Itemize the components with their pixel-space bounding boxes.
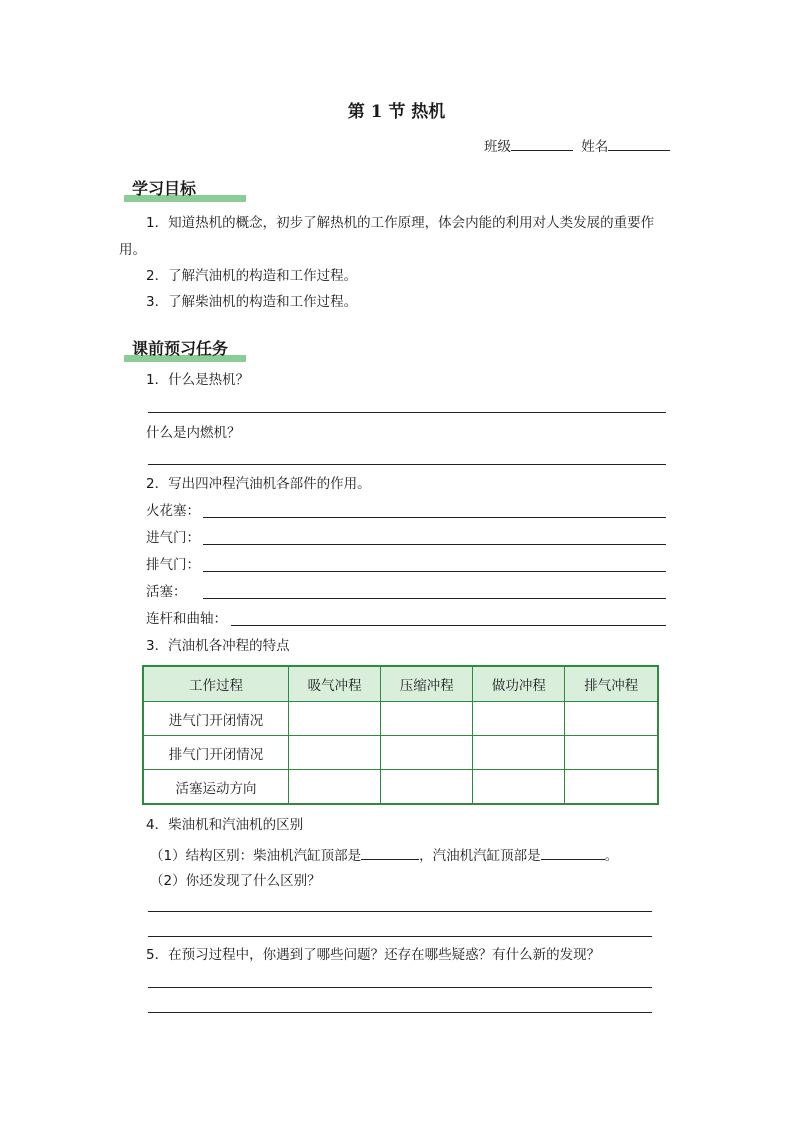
q4-1-mid: ，汽油机汽缸顶部是 [419, 848, 541, 864]
question-5: 5．在预习过程中，你遇到了哪些问题？还存在哪些疑惑？有什么新的发现？ [146, 947, 601, 963]
answer-cell[interactable] [473, 770, 565, 805]
answer-line[interactable] [148, 987, 652, 988]
part-connecting-rod-label: 连杆和曲轴： [146, 611, 227, 627]
question-4-1 [150, 845, 618, 865]
answer-line[interactable] [148, 1012, 652, 1013]
answer-cell[interactable] [565, 702, 658, 736]
page-title: 第 1 节 热机 [347, 102, 446, 122]
table-row [143, 702, 658, 736]
answer-cell[interactable] [289, 770, 381, 805]
goal3: 3．了解柴油机的构造和工作过程。 [146, 294, 358, 310]
question-4-2: （2）你还发现了什么区别？ [150, 873, 321, 889]
part-exhaust-valve-label: 排气门： [146, 557, 200, 573]
table-header-cell: 压缩冲程 [381, 666, 473, 702]
question-2: 2．写出四冲程汽油机各部件的作用。 [146, 476, 371, 492]
table-header-row [143, 666, 658, 702]
row-label: 进气门开闭情况 [143, 702, 289, 736]
row-label: 活塞运动方向 [143, 770, 289, 805]
q4-1-end: 。 [604, 848, 619, 864]
class-name-line [484, 136, 670, 156]
part-spark-plug-label: 火花塞： [146, 503, 200, 519]
part-piston-label: 活塞： [146, 584, 187, 600]
stroke-table [142, 665, 659, 805]
name-label: 姓名 [581, 139, 609, 155]
part-intake-valve-label: 进气门： [146, 530, 200, 546]
answer-cell[interactable] [289, 702, 381, 736]
name-blank[interactable] [608, 136, 670, 151]
table-header-cell: 排气冲程 [565, 666, 658, 702]
goal2: 2．了解汽油机的构造和工作过程。 [146, 268, 358, 284]
question-1: 1．什么是热机？ [146, 372, 250, 388]
table-header-cell: 吸气冲程 [289, 666, 381, 702]
answer-line[interactable] [203, 517, 666, 518]
answer-line[interactable] [148, 911, 652, 912]
answer-cell[interactable] [381, 702, 473, 736]
class-blank[interactable] [511, 136, 573, 151]
answer-line[interactable] [231, 625, 666, 626]
table-header-cell: 工作过程 [143, 666, 289, 702]
question-4: 4．柴油机和汽油机的区别 [146, 817, 304, 833]
table-row [143, 770, 658, 805]
diesel-top-blank[interactable] [361, 845, 419, 860]
gasoline-top-blank[interactable] [541, 845, 605, 860]
question-3: 3．汽油机各冲程的特点 [146, 638, 290, 654]
answer-cell[interactable] [565, 770, 658, 805]
answer-cell[interactable] [473, 736, 565, 770]
table-header-cell: 做功冲程 [473, 666, 565, 702]
answer-cell[interactable] [565, 736, 658, 770]
answer-line[interactable] [203, 544, 666, 545]
answer-cell[interactable] [473, 702, 565, 736]
answer-line[interactable] [203, 571, 666, 572]
answer-line[interactable] [148, 412, 666, 413]
answer-cell[interactable] [289, 736, 381, 770]
section1-heading: 学习目标 [132, 179, 197, 198]
goal1-line1: 1．知道热机的概念，初步了解热机的工作原理，体会内能的利用对人类发展的重要作 [146, 215, 655, 231]
question-1b: 什么是内燃机？ [146, 425, 241, 441]
goal1-line2: 用。 [119, 242, 146, 258]
answer-line[interactable] [148, 464, 666, 465]
row-label: 排气门开闭情况 [143, 736, 289, 770]
answer-cell[interactable] [381, 736, 473, 770]
section2-heading: 课前预习任务 [132, 339, 229, 358]
answer-line[interactable] [148, 936, 652, 937]
table-row [143, 736, 658, 770]
answer-cell[interactable] [381, 770, 473, 805]
answer-line[interactable] [203, 598, 666, 599]
class-label: 班级 [484, 139, 511, 155]
q4-1-prefix: （1）结构区别：柴油机汽缸顶部是 [150, 848, 362, 864]
